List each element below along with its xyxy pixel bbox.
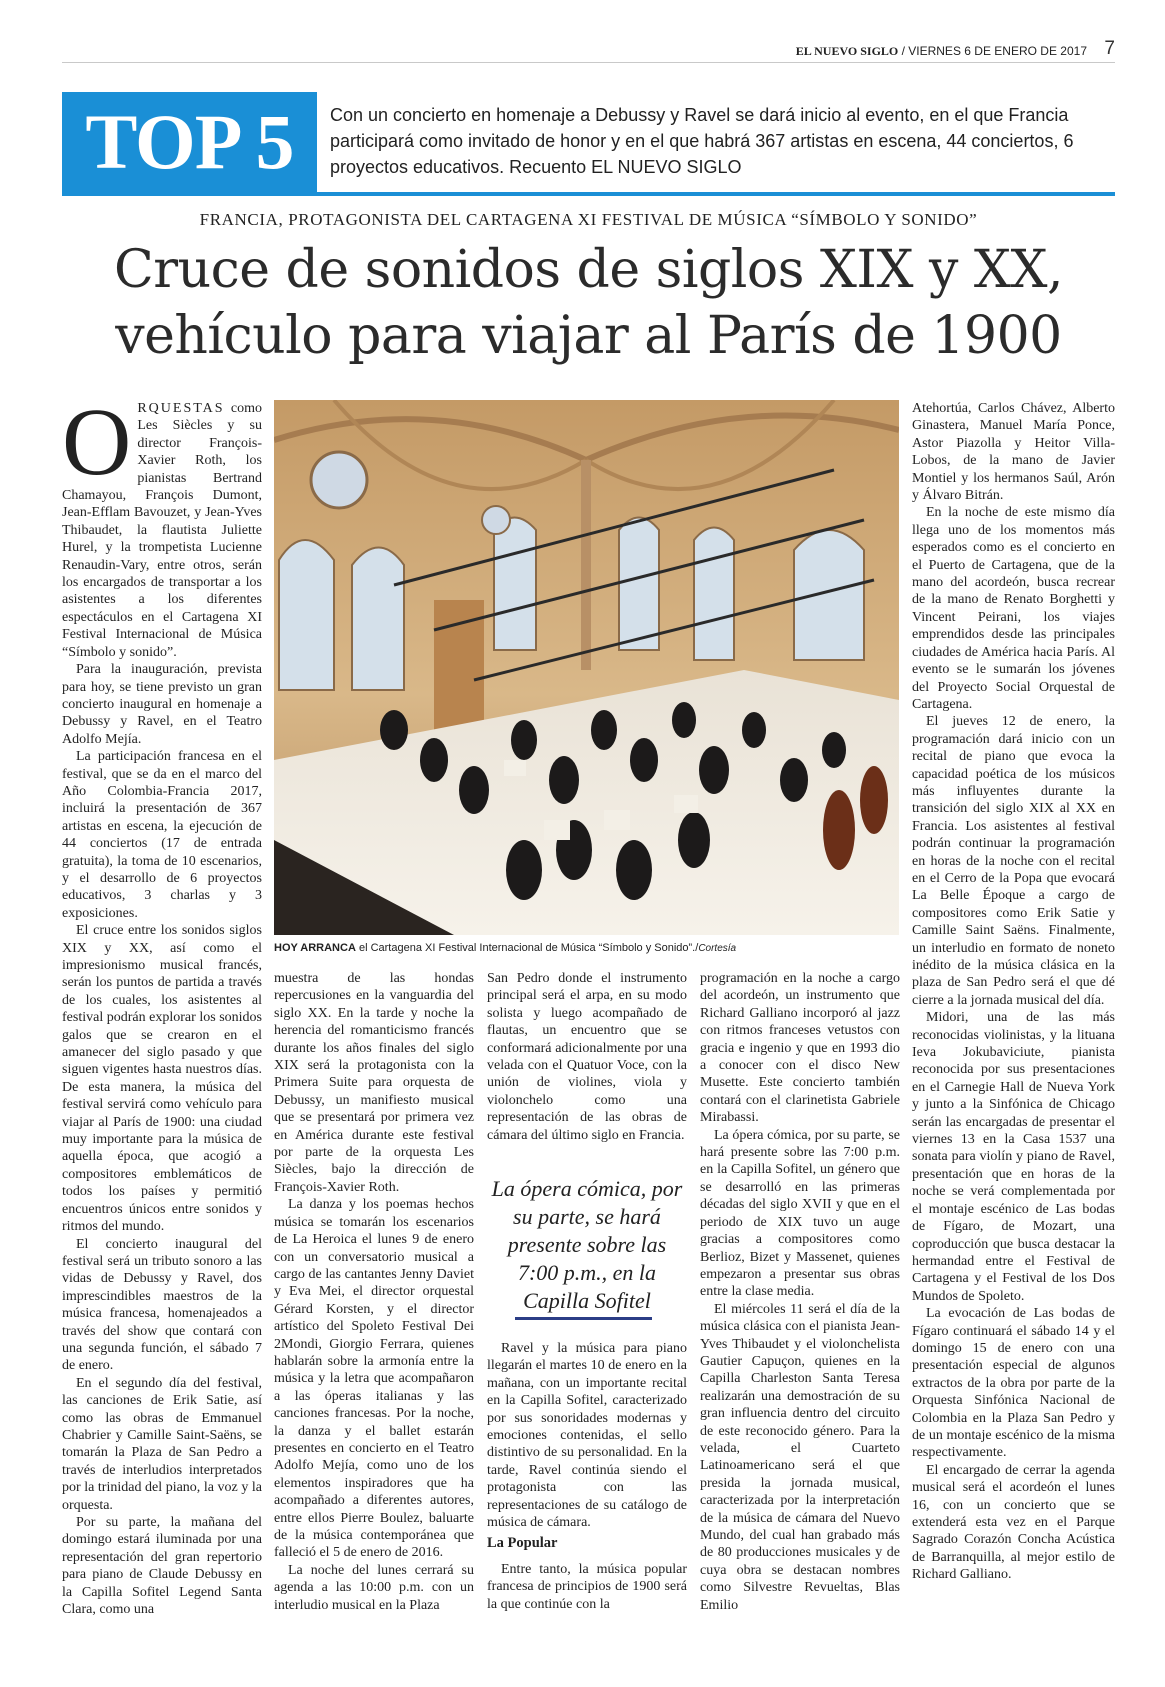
newspaper-name: EL NUEVO SIGLO <box>795 44 899 58</box>
page-number: 7 <box>1104 38 1115 59</box>
headline <box>62 237 1115 369</box>
caption-lead: HOY ARRANCA <box>274 942 356 954</box>
paragraph: Atehortúa, Carlos Chávez, Alberto Ginastera, Manuel María Ponce, Astor Piazolla y Heitor Villa-Lobos, de la mano de Javier Montiel y los hermanos Saúl, Arón y Álvaro Bitrán. <box>912 401 1115 504</box>
paragraph: La participación francesa en el festival, que se da en el marco del Año Colombia-Francia 2017, incluirá la presentación de 367 artistas en escena, la ejecución de 44 conciertos (17 de entrada gratuita), la toma de 10 escenarios, y el desarrollo de 6 proyectos educativos, 3 charlas y 3 exposiciones. <box>62 749 262 921</box>
top5-label: TOP 5 <box>62 92 317 192</box>
paragraph: Ravel y la música para piano llegarán el martes 10 de enero en la mañana, con un importante recital en la Capilla Sofitel, caracterizado por sus sonoridades modernas y emociones contenidas, el sello distintivo de su personalidad. En la tarde, Ravel continúa siendo el protagonista con las representaciones de su catálogo de música de cámara. <box>487 1341 687 1531</box>
issue-date: / VIERNES 6 DE ENERO DE 2017 <box>901 44 1087 58</box>
headline-line-2: vehículo para viajar al París de 1900 <box>115 306 1062 366</box>
paragraph: En la noche de este mismo día llega uno de los momentos más esperados como es el concierto en el Puerto de Cartagena, que de la mano del acordeón, busca recrear de la mano de Renato Borghetti y Vincent Peirani, los viajes emprendidos desde las principales ciudades de América hacia París. Al evento se le sumarán los jóvenes del Proyecto Social Orquestal de Cartagena. <box>912 505 1115 712</box>
page-header <box>62 40 1115 63</box>
paragraph: El miércoles 11 será el día de la música clásica con el pianista Jean-Yves Thibaudet y el violonchelista Gautier Capuçon, quienes en la Capilla Charleston Santa Teresa realizarán una demostración de su gran influencia dentro del circuito de este reconocido género. Para la velada, el Cuarteto Latinoamericano será el que presida la jornada musical, caracterizada por la interpretación de la música de cámara del Nuevo Mundo, del cual han grabado más de 80 producciones musicales y de cuya obra se destacan nombres como Silvestre Revueltas, Blas Emilio <box>700 1301 900 1613</box>
pull-quote: La ópera cómica, por su parte, se hará presente sobre las 7:00 p.m., en la Capilla Sofitel <box>491 1176 683 1313</box>
lead-word: RQUESTAS <box>137 401 225 416</box>
paragraph: La danza y los poemas hechos música se tomarán los escenarios de La Heroica el lunes 9 de enero con un conversatorio musical a cargo de las cantantes Jenny Daviet y Eva Mei, el director orquestal Gérard Korsten, y el director artístico del Spoleto Festival Dei 2Mondi, Giorgio Ferrara, quienes hablarán sobre la armonía entre la música y la letra que acompañaron a las óperas italianas y las canciones francesas. Por la noche, la danza y el ballet estarán presentes en concierto en el Teatro Adolfo Mejía, como uno de los elementos inspiradores que ha acompañado a diferentes autores, entre ellos Pierre Boulez, baluarte de la música contemporánea que falleció el 5 de enero de 2016. <box>274 1197 474 1561</box>
paragraph: San Pedro donde el instrumento principal será el arpa, en su modo solista y luego acompañado de flautas, un encuentro que se conformará adicionalmente por una velada con el Quatuor Voce, con la unión de violines, viola y violonchelo como una representación de las obras de cámara del último siglo en Francia. <box>487 971 687 1143</box>
article-column-5 <box>912 400 1115 1625</box>
article-column-3-bottom <box>487 1340 687 1625</box>
photo-credit: Cortesía <box>698 943 737 954</box>
article-column-3-top <box>487 970 687 1150</box>
paragraph: Por su parte, la mañana del domingo estará iluminada por una representación del gran repertorio para piano de Claude Debussy en la Capilla Sofitel Legend Santa Clara, como una <box>62 1515 262 1618</box>
paragraph: La evocación de Las bodas de Fígaro continuará el sábado 14 y el domingo 15 de enero con una presentación especial de algunos extractos de la obra por parte de la Orquesta Sinfónica Nacional de Colombia en la Plaza San Pedro y de un montaje escénico de la misma respectivamente. <box>912 1306 1115 1461</box>
article-column-1 <box>62 400 262 1625</box>
paragraph: Midori, una de las más reconocidas violinistas, y la lituana Ieva Jokubaviciute, pianista reconocida por sus presentaciones en el Carnegie Hall de Nueva York y junto a la Sinfónica de Chicago serán las encargadas de presentar el viernes 13 en la Casa 1537 una sonata para violín y piano de Ravel, presentación que en horas de la noche se verá complementada por el montaje escénico de Las bodas de Fígaro, de Mozart, una coproducción que busca destacar la hermandad entre el Festival de Cartagena y el Festival de los Dos Mundos de Spoleto. <box>912 1010 1115 1304</box>
article-lead-paragraph: ORQUESTAS como Les Siècles y su director François-Xavier Roth, los pianistas Bertrand Chamayou, François Dumont, Jean-Efflam Bavouzet, y Jean-Yves Thibaudet, la flautista Juliette Hurel, y la trompetista Lucienne Renaudin-Vary, entre otros, serán los encargados de transportar a los asistentes a los diferentes espectáculos en el Cartagena XI Festival Internacional de Música “Símbolo y sonido”. <box>62 400 262 660</box>
subhead: La Popular <box>487 1535 558 1552</box>
kicker: FRANCIA, PROTAGONISTA DEL CARTAGENA XI FESTIVAL DE MÚSICA “SÍMBOLO Y SONIDO” <box>199 210 978 229</box>
drop-cap: O <box>62 400 132 495</box>
paragraph: El jueves 12 de enero, la programación dará inicio con un recital de piano que evoca la capacidad poética de los músicos más influyentes durante la transición del siglo XIX al XX en Francia. Los asistentes al festival podrán continuar la programación en horas de la noche con el recital en el Cerro de la Popa que evocará La Belle Époque a cargo de compositores como Erik Satie y Camille Saint Saëns. Finalmente, un interludio en formato de noneto inédito de la música clásica en la plaza de San Pedro será el que dé cierre a la jornada musical del día. <box>912 714 1115 1008</box>
paragraph: La ópera cómica, por su parte, se hará presente sobre las 7:00 p.m. en la Capilla Sofitel, un género que se desarrolló en las primeras décadas del siglo XVII y que en el periodo de XIX tuvo un auge gracias a compositores como Berlioz, Bizet y Massenet, quienes empezaron a presentar sus obras entre la clase media. <box>700 1127 900 1300</box>
top5-summary: Con un concierto en homenaje a Debussy y Ravel se dará inicio al evento, en el que Francia participará como invitado de honor y en el que habrá 367 artistas en escena, 44 conciertos, 6 proyectos educativos. Recuento EL NUEVO SIGLO <box>330 105 1074 177</box>
photo-caption: HOY ARRANCA el Cartagena XI Festival Internacional de Música “Símbolo y Sonido”./Cortesía <box>274 942 737 954</box>
headline-line-1: Cruce de sonidos de siglos XIX y XX, <box>113 240 1063 300</box>
paragraph: El concierto inaugural del festival será un tributo sonoro a las vidas de Debussy y Ravel, dos imprescindibles maestros de la música francesa, homenajeados a través del show que contará con una segunda función, el sábado 7 de enero. <box>62 1236 262 1374</box>
article-column-2 <box>274 970 474 1625</box>
top5-banner <box>62 92 1115 196</box>
paragraph: El encargado de cerrar la agenda musical será el acordeón el lunes 16, con un concierto que se extenderá esta vez en el Parque Sagrado Corazón Concha Acústica de Barranquilla, al mejor estilo de Richard Galliano. <box>912 1462 1115 1583</box>
paragraph: Entre tanto, la música popular francesa de principios de 1900 será la que continúe con la <box>487 1561 687 1612</box>
article-column-4 <box>700 970 900 1625</box>
paragraph: La noche del lunes cerrará su agenda a las 10:00 p.m. con un interludio musical en la Plaza <box>274 1562 474 1613</box>
paragraph: programación en la noche a cargo del acordeón, un instrumento que Richard Galliano incorporó al jazz con ritmos franceses vetustos con gracia e ingenio y que en 1993 dio a conocer con el disco New Musette. Este concierto también contará con el clarinetista Gabriele Mirabassi. <box>700 971 900 1126</box>
pull-quote-rule <box>515 1317 652 1320</box>
orchestra-photo <box>274 400 899 935</box>
paragraph: El cruce entre los sonidos siglos XIX y XX, así como el impresionismo musical francés, serán los puntos de partida a través de los cuales, los asistentes al festival podrán explorar los sonidos galos que se crearon en el amanecer del siglo pasado y que siguen vigentes hasta nuestros días. De esta manera, la música del festival servirá como vehículo para viajar al París de 1900: una ciudad muy importante para la música de aquella época, que acogió a compositores emblemáticos de todos los países y permitió encuentros únicos entre sonidos y ritmos del mundo. <box>62 923 262 1235</box>
paragraph: En el segundo día del festival, las canciones de Erik Satie, así como las obras de Emmanuel Chabrier y Camille Saint-Saëns, se tomarán la Plaza de San Pedro a través de interludios interpretados por la trinidad del piano, la voz y la orquesta. <box>62 1375 262 1513</box>
orchestra-in-chapel-image <box>274 400 899 935</box>
paragraph: muestra de las hondas repercusiones en la vanguardia del siglo XX. En la tarde y noche la herencia del romanticismo francés durante los años finales del siglo XIX será la protagonista con la Primera Suite para orquesta de Debussy, un manifiesto musical que se presentará por primera vez en América durante este festival por parte de la orquesta Les Siècles, bajo la dirección de François-Xavier Roth. <box>274 971 474 1195</box>
paragraph: Para la inauguración, prevista para hoy, se tiene previsto un gran concierto inaugural en homenaje a Debussy y Ravel, en el Teatro Adolfo Mejía. <box>62 662 262 747</box>
